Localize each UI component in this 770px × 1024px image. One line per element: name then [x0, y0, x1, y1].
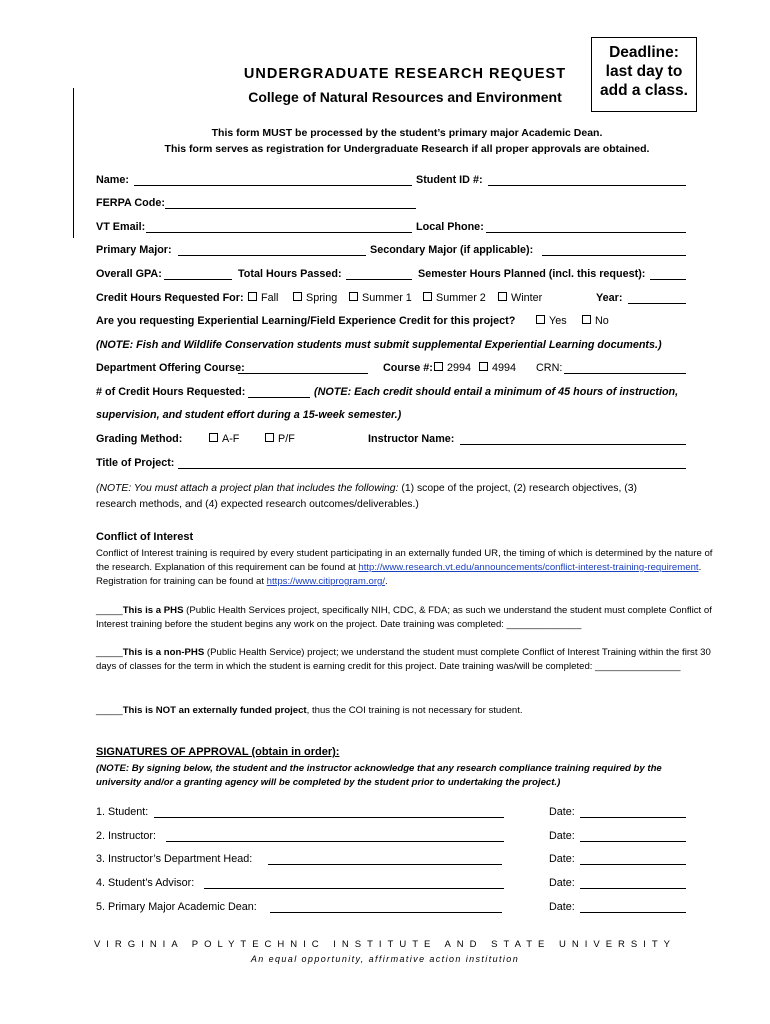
crn-field[interactable] [564, 362, 686, 374]
term-row [96, 292, 696, 308]
name-row [96, 174, 696, 190]
signatures-note: (NOTE: By signing below, the student and the instructor acknowledge that any research compliance training required by the university and/or a granting agency will be completed by the student prior to undertaking the project.) [96, 763, 662, 788]
coi-heading: Conflict of Interest [96, 531, 194, 543]
gpa-field[interactable] [164, 268, 232, 280]
fw-note: (NOTE: Fish and Wildlife Conservation students must submit supplemental Experiential Learning documents.) [96, 339, 662, 351]
phs-blank[interactable]: _____ [96, 605, 123, 616]
fall-checkbox[interactable] [248, 292, 257, 301]
pf-option[interactable]: P/F [265, 433, 295, 445]
dept-course-field[interactable] [238, 362, 368, 374]
plan-note-line-2: research methods, and (4) expected research outcomes/deliverables.) [96, 499, 419, 510]
grading-label: Grading Method: [96, 433, 183, 445]
plan-note-italic: (NOTE: You must attach a project plan that includes the following: [96, 483, 399, 494]
year-label: Year: [596, 292, 623, 304]
vt-email-field[interactable] [146, 221, 412, 233]
project-title-field[interactable] [178, 457, 686, 469]
name-field[interactable] [134, 174, 412, 186]
local-phone-label: Local Phone: [416, 221, 484, 233]
coi-paragraph [96, 547, 716, 589]
summer1-option[interactable]: Summer 1 [349, 292, 412, 304]
ferpa-label: FERPA Code: [96, 197, 165, 209]
project-title-label: Title of Project: [96, 457, 175, 469]
instructor-name-field[interactable] [460, 433, 686, 445]
semester-hours-field[interactable] [650, 268, 686, 280]
signature-line[interactable] [166, 830, 504, 842]
signature-row [96, 853, 696, 869]
coi-nonphs-option [96, 646, 716, 674]
dept-course-label: Department Offering Course: [96, 362, 245, 374]
course-4994-checkbox[interactable] [479, 362, 488, 371]
local-phone-field[interactable] [486, 221, 686, 233]
fall-option[interactable]: Fall [248, 292, 278, 304]
date-field[interactable] [580, 830, 686, 842]
no-checkbox[interactable] [582, 315, 591, 324]
summer2-checkbox[interactable] [423, 292, 432, 301]
coi-phs-option [96, 604, 716, 632]
major-row [96, 244, 696, 260]
instructor-name-label: Instructor Name: [368, 433, 455, 445]
ferpa-row [96, 197, 696, 213]
coi-text-a: Conflict of Interest training is required by every student participating in an externally funded UR, the timing of which is determined by the nature of the research. Explanation of this requirement can be found at [96, 548, 713, 573]
form-title: UNDERGRADUATE RESEARCH REQUEST [243, 66, 567, 82]
nonphs-blank[interactable]: _____ [96, 647, 123, 658]
student-id-field[interactable] [488, 174, 686, 186]
no-option[interactable]: No [582, 315, 609, 327]
credit-for-label: Credit Hours Requested For: [96, 292, 244, 304]
not-funded-text: , thus the COI training is not necessary for student. [306, 705, 523, 716]
date-field[interactable] [580, 853, 686, 865]
primary-major-field[interactable] [178, 244, 366, 256]
deadline-line-2: last day to [605, 63, 683, 80]
summer1-checkbox[interactable] [349, 292, 358, 301]
credit-hours-field[interactable] [248, 386, 310, 398]
name-label: Name: [96, 174, 130, 186]
spring-option[interactable]: Spring [293, 292, 337, 304]
credit-note-1: (NOTE: Each credit should entail a minimum of 45 hours of instruction, [314, 386, 679, 398]
signature-line[interactable] [204, 877, 504, 889]
intro-line-1: This form MUST be processed by the student’s primary major Academic Dean. [211, 127, 603, 139]
email-row [96, 221, 696, 237]
signature-label: 5. Primary Major Academic Dean: [96, 901, 257, 913]
hours-passed-field[interactable] [346, 268, 412, 280]
intro-line-2: This form serves as registration for Undergraduate Research if all proper approvals are obtained. [164, 143, 650, 155]
not-funded-blank[interactable]: _____ [96, 705, 123, 716]
signature-line[interactable] [268, 853, 502, 865]
gpa-row [96, 268, 696, 284]
date-label: Date: [549, 901, 575, 913]
deadline-line-1: Deadline: [609, 44, 679, 61]
year-field[interactable] [628, 292, 686, 304]
credit-hours-label: # of Credit Hours Requested: [96, 386, 246, 398]
spring-checkbox[interactable] [293, 292, 302, 301]
summer2-option[interactable]: Summer 2 [423, 292, 486, 304]
af-option[interactable]: A-F [209, 433, 239, 445]
signature-row [96, 901, 696, 917]
citi-program-link[interactable]: https://www.citiprogram.org/ [266, 576, 386, 587]
date-field[interactable] [580, 877, 686, 889]
course-row [96, 362, 696, 378]
course-num-label: Course #: [383, 362, 433, 374]
vt-email-label: VT Email: [96, 221, 146, 233]
not-funded-bold: This is NOT an externally funded project [122, 705, 307, 716]
signature-row [96, 877, 696, 893]
course-4994-option[interactable]: 4994 [479, 362, 516, 374]
deadline-line-3: add a class. [600, 82, 688, 99]
course-2994-checkbox[interactable] [434, 362, 443, 371]
coi-not-funded-option [96, 704, 716, 718]
signatures-heading: SIGNATURES OF APPROVAL (obtain in order): [96, 746, 340, 758]
student-id-label: Student ID #: [416, 174, 483, 186]
signature-line[interactable] [270, 901, 502, 913]
experiential-question: Are you requesting Experiential Learning/Field Experience Credit for this project? [96, 315, 516, 327]
signature-label: 1. Student: [96, 806, 149, 818]
date-label: Date: [549, 877, 575, 889]
deadline-box [591, 37, 697, 112]
crn-label: CRN: [536, 362, 563, 374]
signature-row [96, 830, 696, 846]
project-title-row [96, 457, 696, 473]
secondary-major-label: Secondary Major (if applicable): [370, 244, 534, 256]
yes-checkbox[interactable] [536, 315, 545, 324]
yes-option[interactable]: Yes [536, 315, 567, 327]
coi-training-link[interactable]: http://www.research.vt.edu/announcements/conflict-interest-training-requirement [358, 562, 699, 573]
plan-note-rest: (1) scope of the project, (2) research objectives, (3) [398, 483, 637, 494]
footer-tagline: An equal opportunity, affirmative action institution [250, 954, 520, 964]
course-2994-option[interactable]: 2994 [434, 362, 471, 374]
secondary-major-field[interactable] [542, 244, 686, 256]
af-checkbox[interactable] [209, 433, 218, 442]
nonphs-text: (Public Health Service) project; we understand the student must complete Conflict of Interest Training within the first 30 days of classes for the term in which the student is earning credit for this project. Date training was/will be completed: ________________ [96, 647, 711, 672]
signature-label: 4. Student’s Advisor: [96, 877, 195, 889]
pf-checkbox[interactable] [265, 433, 274, 442]
signature-line[interactable] [154, 806, 504, 818]
form-subtitle: College of Natural Resources and Environment [248, 89, 562, 105]
experiential-row [96, 315, 696, 331]
date-label: Date: [549, 830, 575, 842]
phs-text: (Public Health Services project, specifically NIH, CDC, & FDA; as such we understand the student must complete Conflict of Interest training before the student begins any work on the project. Date training was completed: ______________ [96, 605, 712, 630]
gpa-label: Overall GPA: [96, 268, 162, 280]
semester-hours-label: Semester Hours Planned (incl. this request): [418, 268, 646, 280]
credit-note-2: supervision, and student effort during a 15-week semester.) [96, 409, 402, 421]
phs-bold: This is a PHS [122, 605, 184, 616]
date-field[interactable] [580, 806, 686, 818]
date-field[interactable] [580, 901, 686, 913]
grading-row [96, 433, 696, 449]
winter-checkbox[interactable] [498, 292, 507, 301]
coi-text-c: . [385, 576, 388, 587]
date-label: Date: [549, 853, 575, 865]
signature-label: 3. Instructor’s Department Head: [96, 853, 253, 865]
signature-label: 2. Instructor: [96, 830, 157, 842]
signature-row [96, 806, 696, 822]
winter-option[interactable]: Winter [498, 292, 542, 304]
plan-note [96, 481, 716, 513]
primary-major-label: Primary Major: [96, 244, 172, 256]
nonphs-bold: This is a non-PHS [122, 647, 205, 658]
ferpa-field[interactable] [165, 197, 416, 209]
date-label: Date: [549, 806, 575, 818]
hours-passed-label: Total Hours Passed: [238, 268, 342, 280]
credit-hours-row [96, 386, 696, 402]
coi-text-b: . Registration for training can be found at [96, 562, 702, 587]
margin-rule [73, 88, 74, 238]
university-name: VIRGINIA POLYTECHNIC INSTITUTE AND STATE UNIVERSITY [93, 939, 677, 950]
